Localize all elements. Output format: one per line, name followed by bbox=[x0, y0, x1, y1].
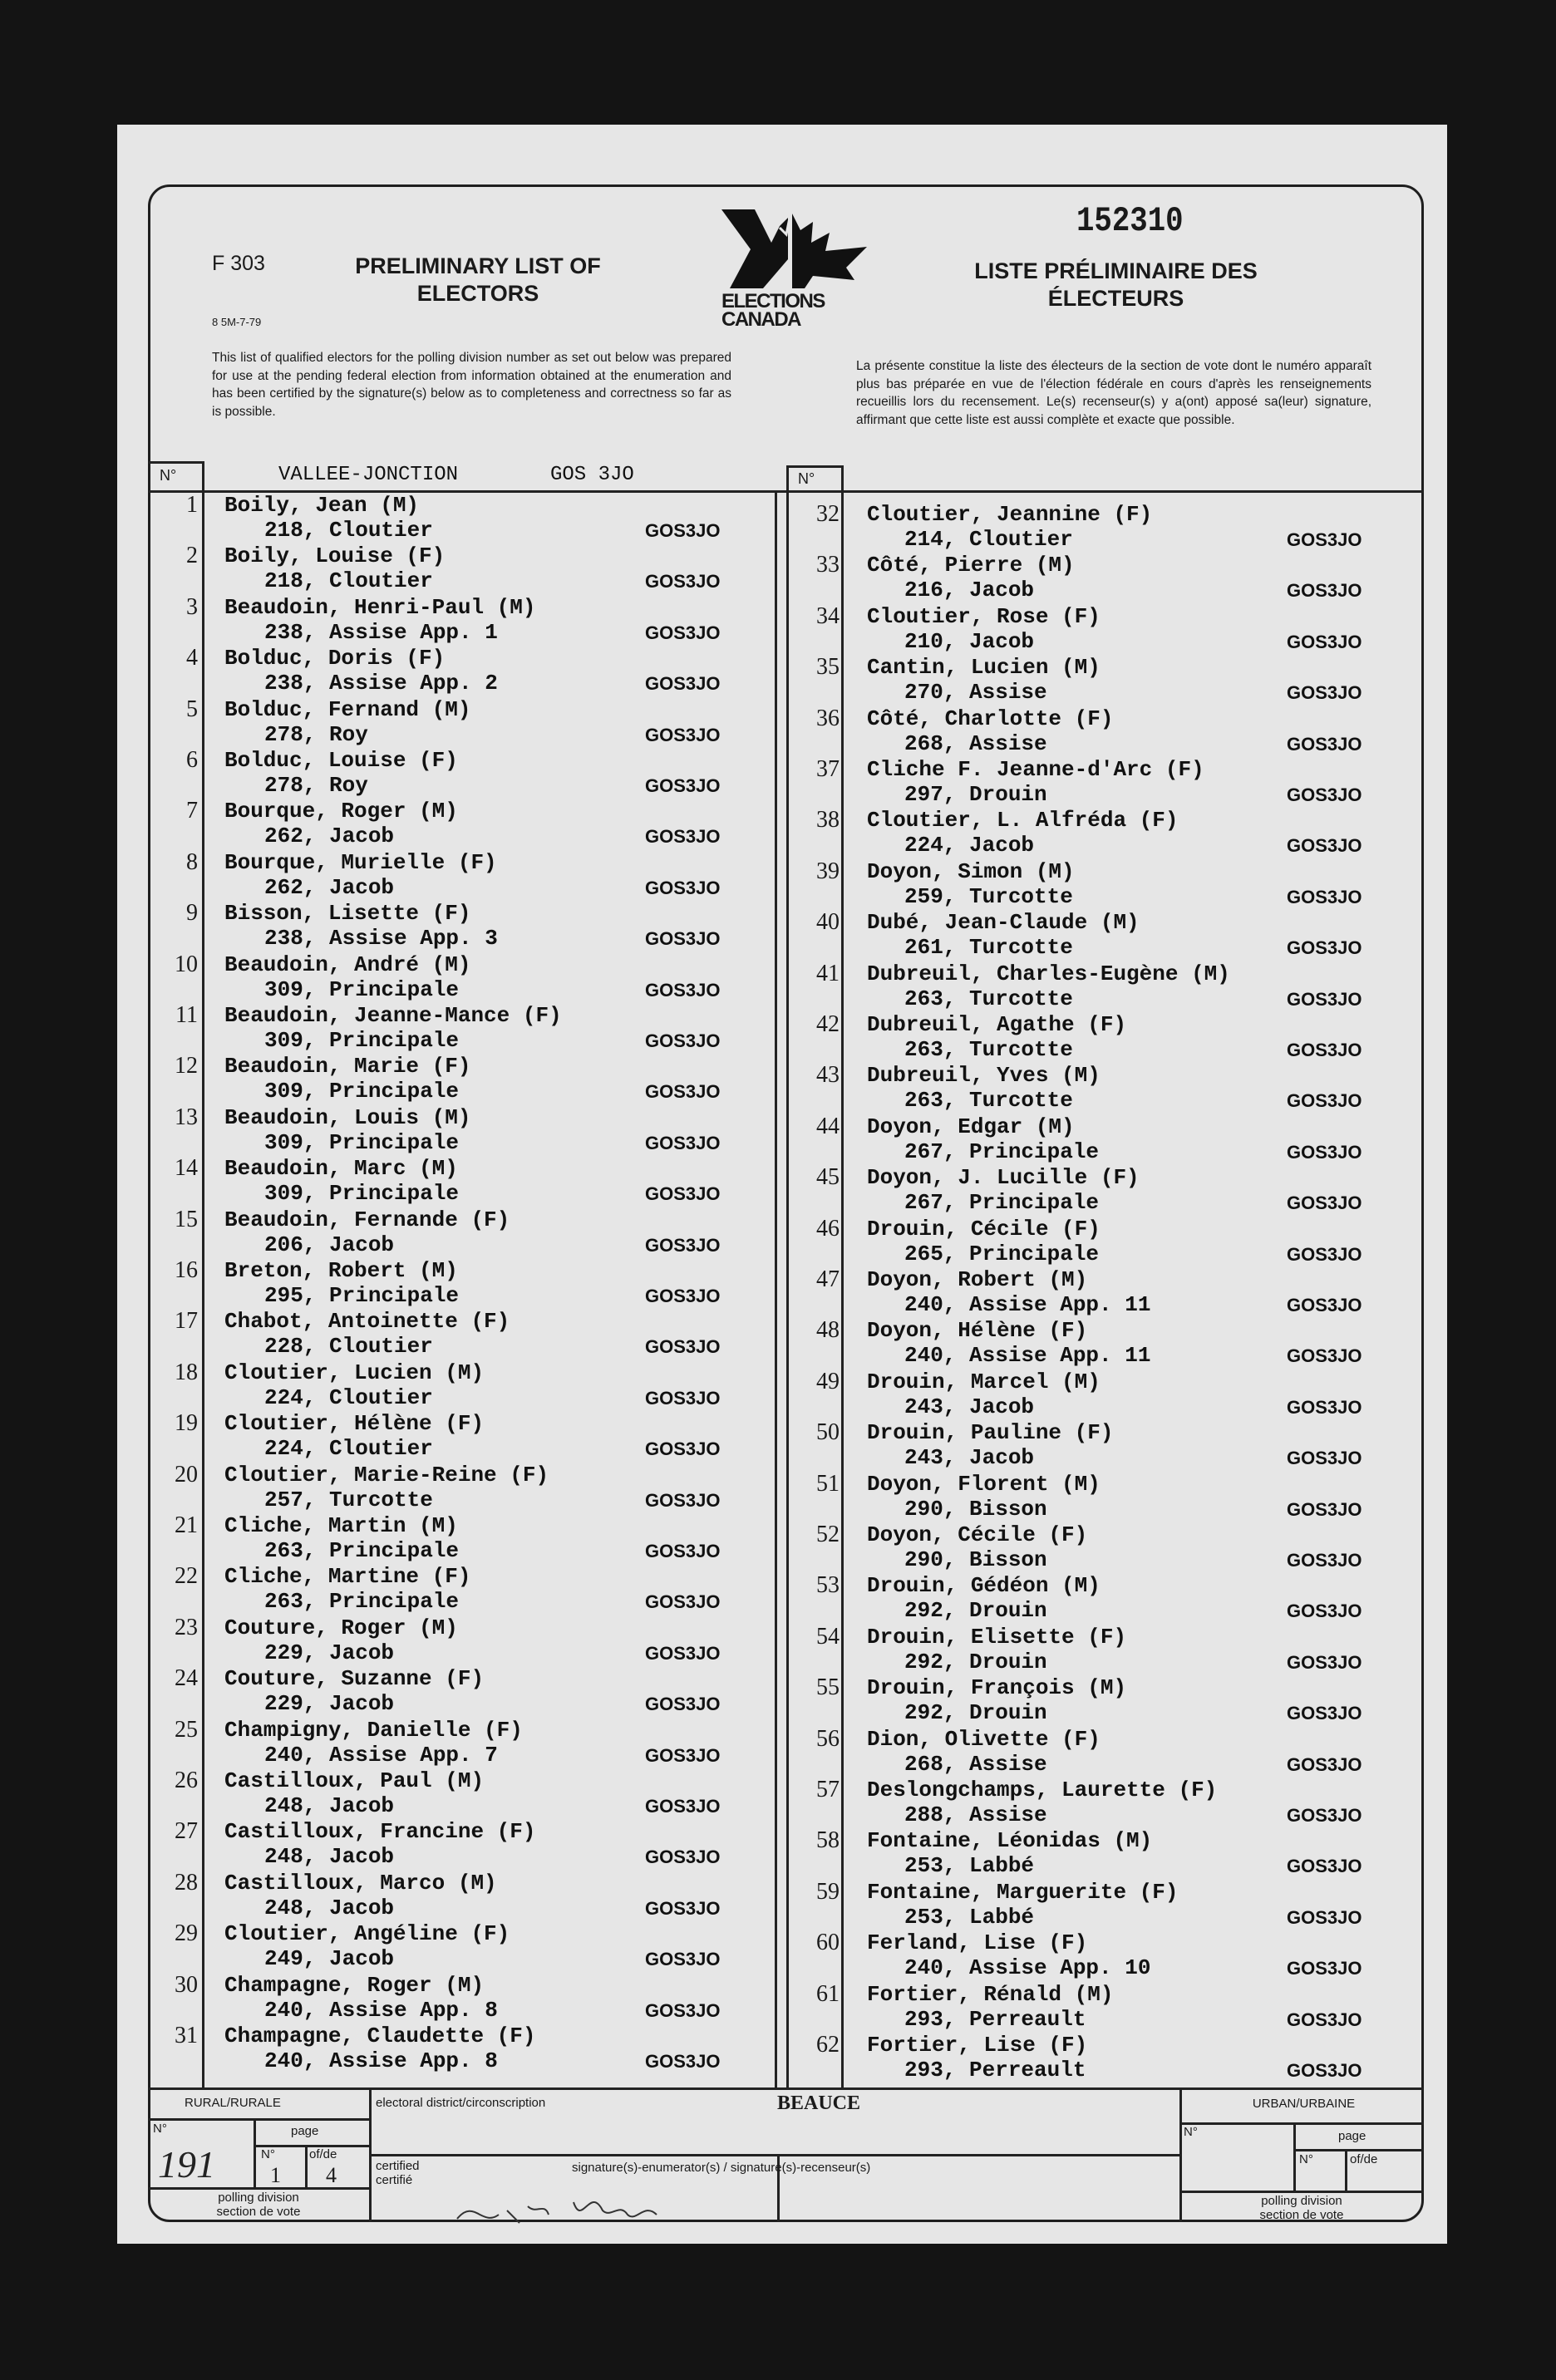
elector-postal-code: GOS3JO bbox=[645, 1846, 721, 1868]
elector-name: Bourque, Murielle (F) bbox=[224, 849, 497, 875]
elector-postal-code: GOS3JO bbox=[1287, 937, 1362, 959]
elector-name: Castilloux, Francine (F) bbox=[224, 1819, 536, 1845]
elector-name: Beaudoin, André (M) bbox=[224, 952, 471, 977]
elector-postal-code: GOS3JO bbox=[1287, 1651, 1362, 1673]
divider bbox=[254, 2118, 256, 2188]
elector-postal-code: GOS3JO bbox=[1287, 1958, 1362, 1979]
elector-postal-code: GOS3JO bbox=[645, 877, 721, 898]
elector-postal-code: GOS3JO bbox=[645, 1591, 721, 1613]
rural-of-label: of/de bbox=[309, 2147, 337, 2161]
elector-address: 206, Jacob bbox=[264, 1232, 395, 1257]
elector-number: 39 bbox=[816, 858, 840, 884]
elector-name: Drouin, Marcel (M) bbox=[867, 1369, 1101, 1394]
elector-postal-code: GOS3JO bbox=[645, 1183, 721, 1205]
elector-number: 30 bbox=[175, 1971, 198, 1998]
elector-postal-code: GOS3JO bbox=[1287, 529, 1362, 550]
elector-postal-code: GOS3JO bbox=[1287, 1753, 1362, 1775]
elector-name: Champagne, Roger (M) bbox=[224, 1972, 485, 1998]
elector-number: 22 bbox=[175, 1563, 198, 1590]
elector-name: Doyon, Cécile (F) bbox=[867, 1522, 1088, 1547]
header-postal-code: GOS 3JO bbox=[550, 464, 634, 486]
elector-number: 27 bbox=[175, 1818, 198, 1845]
elector-postal-code: GOS3JO bbox=[645, 1438, 721, 1460]
elector-postal-code: GOS3JO bbox=[645, 775, 721, 796]
divider bbox=[148, 2118, 369, 2121]
elector-number: 50 bbox=[816, 1419, 840, 1446]
rural-polling-division-label: polling division section de vote bbox=[216, 2191, 301, 2219]
elector-postal-code: GOS3JO bbox=[1287, 1345, 1362, 1367]
elector-postal-code: GOS3JO bbox=[645, 826, 721, 848]
elector-number: 62 bbox=[816, 2032, 840, 2058]
elector-number: 10 bbox=[175, 951, 198, 977]
elector-number: 61 bbox=[816, 1980, 840, 2007]
elector-number: 40 bbox=[816, 909, 840, 936]
intro-text-fr: La présente constitue la liste des électeurs de la section de vote dont le numéro apparaît plus bas préparée en vue de l'élection fédérale en cours d'après les renseignements recueillis lors du recensement. Le(s) recenseur(s) y a(ont) apposé sa(leur) signature, affirmant que cette liste est aussi complète et exacte que possible. bbox=[856, 359, 1371, 427]
elector-number: 51 bbox=[816, 1470, 840, 1497]
elector-address: 309, Principale bbox=[264, 976, 460, 1002]
elector-postal-code: GOS3JO bbox=[1287, 1295, 1362, 1315]
divider bbox=[1179, 2191, 1424, 2193]
elector-name: Fontaine, Léonidas (M) bbox=[867, 1828, 1153, 1854]
no-column-header: N° bbox=[160, 467, 177, 484]
divider bbox=[786, 465, 789, 2088]
municipality: VALLEE-JONCTION bbox=[278, 464, 459, 486]
elector-postal-code: GOS3JO bbox=[645, 928, 721, 950]
elector-address: 257, Turcotte bbox=[264, 1487, 433, 1512]
elector-name: Beaudoin, Fernande (F) bbox=[224, 1207, 510, 1232]
elector-address: 253, Labbé bbox=[904, 1853, 1035, 1879]
elector-address: 278, Roy bbox=[264, 773, 368, 798]
elector-postal-code: GOS3JO bbox=[645, 1132, 721, 1153]
elector-postal-code: GOS3JO bbox=[1287, 2060, 1362, 2081]
elector-address: 240, Assise App. 11 bbox=[904, 1292, 1151, 1317]
urban-of-label: of/de bbox=[1350, 2152, 1378, 2166]
elector-name: Chabot, Antoinette (F) bbox=[224, 1309, 510, 1335]
elector-name: Doyon, Edgar (M) bbox=[867, 1114, 1075, 1139]
elector-name: Doyon, Florent (M) bbox=[867, 1471, 1101, 1497]
elector-number: 37 bbox=[816, 756, 840, 782]
elector-postal-code: GOS3JO bbox=[1287, 1805, 1362, 1826]
elector-postal-code: GOS3JO bbox=[645, 1796, 721, 1817]
urban-polling-division-label: polling division section de vote bbox=[1259, 2194, 1344, 2222]
elector-number: 12 bbox=[175, 1053, 198, 1079]
elector-number: 5 bbox=[186, 696, 198, 722]
elector-number: 47 bbox=[816, 1266, 840, 1292]
elector-number: 25 bbox=[175, 1716, 198, 1743]
elector-name: Couture, Roger (M) bbox=[224, 1615, 458, 1640]
elector-postal-code: GOS3JO bbox=[1287, 1856, 1362, 1877]
elector-address: 218, Cloutier bbox=[264, 518, 433, 543]
elector-postal-code: GOS3JO bbox=[1287, 1906, 1362, 1928]
elector-address: 216, Jacob bbox=[904, 578, 1035, 603]
elector-postal-code: GOS3JO bbox=[1287, 1192, 1362, 1214]
elector-address: 267, Principale bbox=[904, 1190, 1100, 1216]
rural-page-label: page bbox=[291, 2124, 319, 2138]
elector-name: Cloutier, Lucien (M) bbox=[224, 1360, 485, 1385]
elector-name: Doyon, Robert (M) bbox=[867, 1267, 1088, 1292]
elector-number: 56 bbox=[816, 1725, 840, 1752]
elector-name: Cantin, Lucien (M) bbox=[867, 655, 1101, 681]
elector-postal-code: GOS3JO bbox=[1287, 580, 1362, 602]
elector-address: 259, Turcotte bbox=[904, 883, 1073, 909]
elector-postal-code: GOS3JO bbox=[1287, 1040, 1362, 1060]
elector-address: 218, Cloutier bbox=[264, 568, 433, 594]
elector-address: 293, Perreault bbox=[904, 2058, 1086, 2082]
elector-number: 21 bbox=[175, 1512, 198, 1538]
elector-postal-code: GOS3JO bbox=[1287, 988, 1362, 1010]
elector-postal-code: GOS3JO bbox=[1287, 784, 1362, 805]
elector-postal-code: GOS3JO bbox=[1287, 2009, 1362, 2030]
elector-address: 267, Principale bbox=[904, 1138, 1100, 1164]
elector-number: 24 bbox=[175, 1665, 198, 1692]
elector-number: 8 bbox=[186, 848, 198, 875]
elector-name: Boily, Jean (M) bbox=[224, 493, 420, 518]
elector-address: 248, Jacob bbox=[264, 1895, 395, 1920]
elector-postal-code: GOS3JO bbox=[645, 571, 721, 593]
elector-number: 36 bbox=[816, 705, 840, 731]
elector-name: Couture, Suzanne (F) bbox=[224, 1666, 485, 1692]
elector-number: 1 bbox=[186, 492, 198, 518]
elector-address: 292, Drouin bbox=[904, 1700, 1047, 1726]
elector-address: 253, Labbé bbox=[904, 1904, 1035, 1930]
certified-label: certified certifié bbox=[376, 2159, 420, 2187]
elector-postal-code: GOS3JO bbox=[1287, 1601, 1362, 1622]
elector-name: Boily, Louise (F) bbox=[224, 543, 446, 569]
elector-name: Doyon, Simon (M) bbox=[867, 858, 1075, 884]
elector-address: 238, Assise App. 2 bbox=[264, 671, 498, 696]
elector-number: 2 bbox=[186, 543, 198, 569]
elector-number: 29 bbox=[175, 1920, 198, 1947]
elector-address: 229, Jacob bbox=[264, 1691, 395, 1717]
elector-name: Cliche F. Jeanne-d'Arc (F) bbox=[867, 757, 1204, 782]
elector-address: 240, Assise App. 7 bbox=[264, 1742, 498, 1768]
elector-postal-code: GOS3JO bbox=[1287, 835, 1362, 857]
elector-name: Champagne, Claudette (F) bbox=[224, 2023, 536, 2048]
elector-number: 48 bbox=[816, 1317, 840, 1344]
elector-name: Cloutier, Jeannine (F) bbox=[867, 502, 1153, 527]
elector-postal-code: GOS3JO bbox=[645, 1387, 721, 1409]
elector-address: 248, Jacob bbox=[264, 1844, 395, 1870]
elector-number: 55 bbox=[816, 1674, 840, 1701]
elector-number: 43 bbox=[816, 1062, 840, 1089]
elector-address: 238, Assise App. 3 bbox=[264, 926, 498, 952]
elector-address: 309, Principale bbox=[264, 1079, 460, 1104]
divider bbox=[786, 465, 843, 468]
elector-address: 263, Turcotte bbox=[904, 1088, 1073, 1114]
elector-address: 278, Roy bbox=[264, 721, 368, 747]
elector-postal-code: GOS3JO bbox=[645, 1999, 721, 2021]
elector-name: Beaudoin, Marie (F) bbox=[224, 1054, 471, 1079]
elector-address: 309, Principale bbox=[264, 1181, 460, 1207]
elector-number: 49 bbox=[816, 1368, 840, 1394]
elector-postal-code: GOS3JO bbox=[1287, 1396, 1362, 1418]
no-column-header: N° bbox=[798, 470, 815, 487]
elector-postal-code: GOS3JO bbox=[1287, 1141, 1362, 1163]
elector-postal-code: GOS3JO bbox=[645, 724, 721, 745]
elector-name: Dubreuil, Agathe (F) bbox=[867, 1012, 1127, 1037]
elector-name: Drouin, François (M) bbox=[867, 1675, 1127, 1701]
elector-number: 23 bbox=[175, 1614, 198, 1640]
elector-address: 240, Assise App. 11 bbox=[904, 1343, 1151, 1369]
elector-name: Fortier, Rénald (M) bbox=[867, 1981, 1114, 2007]
elector-address: 288, Assise bbox=[904, 1802, 1047, 1827]
elector-name: Drouin, Gédéon (M) bbox=[867, 1573, 1101, 1599]
elections-canada-logo: ELECTIONS CANADA bbox=[721, 209, 871, 326]
divider bbox=[1179, 2122, 1424, 2125]
elector-address: 309, Principale bbox=[264, 1028, 460, 1053]
elector-number: 41 bbox=[816, 960, 840, 986]
enumerator-signature bbox=[449, 2169, 715, 2244]
maple-leaf-x-icon bbox=[721, 209, 871, 288]
elector-name: Ferland, Lise (F) bbox=[867, 1930, 1088, 1956]
elector-address: 293, Perreault bbox=[904, 2006, 1086, 2032]
elector-postal-code: GOS3JO bbox=[1287, 1550, 1362, 1571]
elector-address: 268, Assise bbox=[904, 730, 1047, 756]
elector-name: Dubreuil, Yves (M) bbox=[867, 1063, 1101, 1089]
elector-postal-code: GOS3JO bbox=[1287, 1498, 1362, 1520]
divider bbox=[1293, 2149, 1424, 2151]
elector-postal-code: GOS3JO bbox=[645, 1694, 721, 1715]
page-number: 1 bbox=[270, 2163, 281, 2187]
elector-name: Champigny, Danielle (F) bbox=[224, 1717, 523, 1743]
elector-address: 292, Drouin bbox=[904, 1598, 1047, 1624]
electoral-district: BEAUCE bbox=[777, 2092, 861, 2114]
elector-number: 18 bbox=[175, 1359, 198, 1385]
elector-name: Cliche, Martine (F) bbox=[224, 1564, 471, 1590]
form-code: F 303 bbox=[212, 252, 265, 275]
elector-postal-code: GOS3JO bbox=[645, 1286, 721, 1306]
elector-postal-code: GOS3JO bbox=[645, 1489, 721, 1511]
urban-label: URBAN/URBAINE bbox=[1252, 2097, 1356, 2111]
divider bbox=[841, 465, 844, 2088]
elector-address: 238, Assise App. 1 bbox=[264, 619, 498, 645]
elector-address: 261, Turcotte bbox=[904, 935, 1073, 961]
elector-name: Drouin, Elisette (F) bbox=[867, 1624, 1127, 1650]
urban-page-no-label: N° bbox=[1299, 2152, 1313, 2166]
elector-name: Dion, Olivette (F) bbox=[867, 1726, 1101, 1752]
elector-name: Beaudoin, Henri-Paul (M) bbox=[224, 594, 536, 620]
elector-name: Beaudoin, Louis (M) bbox=[224, 1104, 471, 1130]
elector-number: 7 bbox=[186, 798, 198, 824]
polling-division-number: 191 bbox=[158, 2143, 215, 2186]
intro-text-en: This list of qualified electors for the polling division number as set out below was prepared for use at the pending federal election from information obtained at the enumeration and has been certified by the signature(s) below as to completeness and correctness so far as is possible. bbox=[212, 351, 731, 419]
elector-name: Bourque, Roger (M) bbox=[224, 799, 458, 824]
elector-number: 31 bbox=[175, 2023, 198, 2048]
elector-name: Dubreuil, Charles-Eugène (M) bbox=[867, 961, 1230, 986]
elector-number: 45 bbox=[816, 1164, 840, 1191]
divider bbox=[305, 2145, 308, 2188]
elector-postal-code: GOS3JO bbox=[645, 1081, 721, 1103]
elector-number: 15 bbox=[175, 1206, 198, 1232]
elector-address: 214, Cloutier bbox=[904, 527, 1073, 552]
elector-postal-code: GOS3JO bbox=[645, 1897, 721, 1919]
elector-number: 3 bbox=[186, 593, 198, 620]
elector-number: 13 bbox=[175, 1104, 198, 1130]
elector-number: 28 bbox=[175, 1869, 198, 1896]
elector-number: 26 bbox=[175, 1768, 198, 1793]
divider bbox=[148, 461, 204, 464]
elector-number: 32 bbox=[816, 501, 840, 527]
elector-postal-code: GOS3JO bbox=[645, 673, 721, 695]
elector-postal-code: GOS3JO bbox=[645, 1642, 721, 1664]
elector-address: 263, Turcotte bbox=[904, 1037, 1073, 1062]
elector-postal-code: GOS3JO bbox=[1287, 1703, 1362, 1724]
elector-postal-code: GOS3JO bbox=[1287, 733, 1362, 755]
elector-address: 240, Assise App. 8 bbox=[264, 2048, 498, 2073]
elector-name: Bisson, Lisette (F) bbox=[224, 901, 471, 927]
divider bbox=[1345, 2149, 1347, 2191]
rural-page-no-label: N° bbox=[261, 2147, 275, 2161]
elector-number: 16 bbox=[175, 1257, 198, 1283]
urban-page-label: page bbox=[1338, 2129, 1366, 2143]
elector-number: 53 bbox=[816, 1572, 840, 1599]
elector-name: Cloutier, Rose (F) bbox=[867, 603, 1101, 629]
elector-name: Deslongchamps, Laurette (F) bbox=[867, 1778, 1218, 1802]
serial-number: 152310 bbox=[1076, 201, 1184, 241]
elector-number: 44 bbox=[816, 1113, 840, 1139]
elector-name: Côté, Pierre (M) bbox=[867, 553, 1075, 578]
elector-postal-code: GOS3JO bbox=[1287, 1243, 1362, 1265]
elector-number: 17 bbox=[175, 1308, 198, 1335]
divider bbox=[1293, 2122, 1296, 2191]
elector-postal-code: GOS3JO bbox=[645, 1744, 721, 1766]
elector-name: Beaudoin, Jeanne-Mance (F) bbox=[224, 1003, 562, 1028]
divider bbox=[369, 2154, 1179, 2156]
elector-number: 58 bbox=[816, 1827, 840, 1854]
elector-postal-code: GOS3JO bbox=[645, 1541, 721, 1561]
elector-number: 60 bbox=[816, 1930, 840, 1956]
elector-name: Cloutier, Hélène (F) bbox=[224, 1411, 485, 1437]
elector-name: Cloutier, Angéline (F) bbox=[224, 1921, 510, 1947]
signature-label: signature(s)-enumerator(s) / signature(s)-recenseur(s) bbox=[572, 2161, 871, 2175]
elector-address: 262, Jacob bbox=[264, 874, 395, 900]
elector-address: 262, Jacob bbox=[264, 824, 395, 849]
elector-number: 11 bbox=[175, 1002, 198, 1028]
elector-number: 59 bbox=[816, 1878, 840, 1905]
elector-name: Fontaine, Marguerite (F) bbox=[867, 1879, 1179, 1905]
elector-postal-code: GOS3JO bbox=[1287, 631, 1362, 652]
divider bbox=[775, 490, 777, 2088]
elector-postal-code: GOS3JO bbox=[645, 2051, 721, 2072]
elector-number: 6 bbox=[186, 747, 198, 773]
elector-address: 228, Cloutier bbox=[264, 1334, 433, 1360]
elector-address: 265, Principale bbox=[904, 1241, 1100, 1266]
elector-name: Côté, Charlotte (F) bbox=[867, 706, 1114, 731]
elector-address: 290, Bisson bbox=[904, 1547, 1047, 1572]
elector-name: Drouin, Pauline (F) bbox=[867, 1420, 1114, 1446]
elector-postal-code: GOS3JO bbox=[1287, 886, 1362, 907]
elector-address: 297, Drouin bbox=[904, 782, 1047, 807]
title-fr: LISTE PRÉLIMINAIRE DES ÉLECTEURS bbox=[974, 258, 1258, 311]
elector-name: Bolduc, Doris (F) bbox=[224, 646, 446, 671]
elector-address: 243, Jacob bbox=[904, 1445, 1035, 1471]
elector-address: 290, Bisson bbox=[904, 1496, 1047, 1522]
elector-address: 295, Principale bbox=[264, 1283, 460, 1308]
urban-no-label: N° bbox=[1184, 2125, 1198, 2139]
elector-number: 52 bbox=[816, 1522, 840, 1547]
elector-name: Cloutier, Marie-Reine (F) bbox=[224, 1462, 549, 1488]
elector-address: 229, Jacob bbox=[264, 1640, 395, 1665]
elector-address: 224, Cloutier bbox=[264, 1384, 433, 1410]
elector-postal-code: GOS3JO bbox=[645, 979, 721, 1001]
elector-name: Doyon, Hélène (F) bbox=[867, 1318, 1088, 1344]
elector-name: Cloutier, L. Alfréda (F) bbox=[867, 808, 1179, 833]
title-en: PRELIMINARY LIST OF ELECTORS bbox=[355, 253, 601, 306]
elector-name: Castilloux, Paul (M) bbox=[224, 1768, 485, 1793]
elector-postal-code: GOS3JO bbox=[1287, 1090, 1362, 1112]
elector-number: 57 bbox=[816, 1777, 840, 1802]
elector-name: Castilloux, Marco (M) bbox=[224, 1870, 497, 1896]
elector-postal-code: GOS3JO bbox=[1287, 682, 1362, 704]
elector-number: 19 bbox=[175, 1410, 198, 1437]
elector-number: 46 bbox=[816, 1215, 840, 1242]
elector-address: 224, Jacob bbox=[904, 833, 1035, 858]
elector-address: 243, Jacob bbox=[904, 1394, 1035, 1419]
elector-number: 4 bbox=[186, 645, 198, 671]
divider bbox=[148, 2087, 1424, 2090]
elector-address: 309, Principale bbox=[264, 1129, 460, 1155]
elector-address: 263, Turcotte bbox=[904, 986, 1073, 1011]
elector-name: Cliche, Martin (M) bbox=[224, 1513, 458, 1538]
elector-address: 263, Principale bbox=[264, 1589, 460, 1615]
elector-postal-code: GOS3JO bbox=[645, 622, 721, 643]
elector-name: Doyon, J. Lucille (F) bbox=[867, 1165, 1140, 1191]
district-label: electoral district/circonscription bbox=[376, 2096, 546, 2110]
elector-address: 248, Jacob bbox=[264, 1793, 395, 1818]
elector-postal-code: GOS3JO bbox=[645, 1234, 721, 1256]
elector-name: Breton, Robert (M) bbox=[224, 1258, 458, 1283]
elector-number: 14 bbox=[175, 1155, 198, 1182]
elector-number: 34 bbox=[816, 602, 840, 629]
elector-address: 210, Jacob bbox=[904, 628, 1035, 654]
elector-name: Dubé, Jean-Claude (M) bbox=[867, 910, 1140, 936]
elector-number: 38 bbox=[816, 807, 840, 833]
form-revision: 8 5M-7-79 bbox=[212, 316, 262, 328]
elector-number: 42 bbox=[816, 1011, 840, 1037]
page-total: 4 bbox=[326, 2163, 337, 2187]
elector-number: 33 bbox=[816, 552, 840, 578]
elector-name: Beaudoin, Marc (M) bbox=[224, 1156, 458, 1182]
rural-no-label: N° bbox=[153, 2122, 167, 2136]
elector-address: 240, Assise App. 10 bbox=[904, 1955, 1151, 1981]
rural-label: RURAL/RURALE bbox=[185, 2096, 281, 2110]
divider bbox=[202, 461, 204, 2088]
elector-address: 249, Jacob bbox=[264, 1946, 395, 1972]
elector-name: Fortier, Lise (F) bbox=[867, 2033, 1088, 2058]
elector-address: 263, Principale bbox=[264, 1538, 460, 1563]
elector-number: 9 bbox=[186, 900, 198, 927]
elector-number: 35 bbox=[816, 654, 840, 681]
elector-postal-code: GOS3JO bbox=[645, 1030, 721, 1051]
elector-address: 270, Assise bbox=[904, 680, 1047, 706]
elector-postal-code: GOS3JO bbox=[1287, 1448, 1362, 1469]
elector-number: 20 bbox=[175, 1461, 198, 1488]
elector-address: 292, Drouin bbox=[904, 1649, 1047, 1674]
elector-address: 268, Assise bbox=[904, 1751, 1047, 1777]
elector-number: 54 bbox=[816, 1623, 840, 1650]
elector-name: Bolduc, Fernand (M) bbox=[224, 696, 471, 722]
elector-address: 224, Cloutier bbox=[264, 1436, 433, 1462]
elector-name: Drouin, Cécile (F) bbox=[867, 1216, 1101, 1242]
elector-name: Bolduc, Louise (F) bbox=[224, 748, 458, 773]
elector-postal-code: GOS3JO bbox=[645, 1949, 721, 1970]
elector-postal-code: GOS3JO bbox=[645, 1336, 721, 1358]
elector-address: 240, Assise App. 8 bbox=[264, 1997, 498, 2023]
elector-postal-code: GOS3JO bbox=[645, 520, 721, 541]
